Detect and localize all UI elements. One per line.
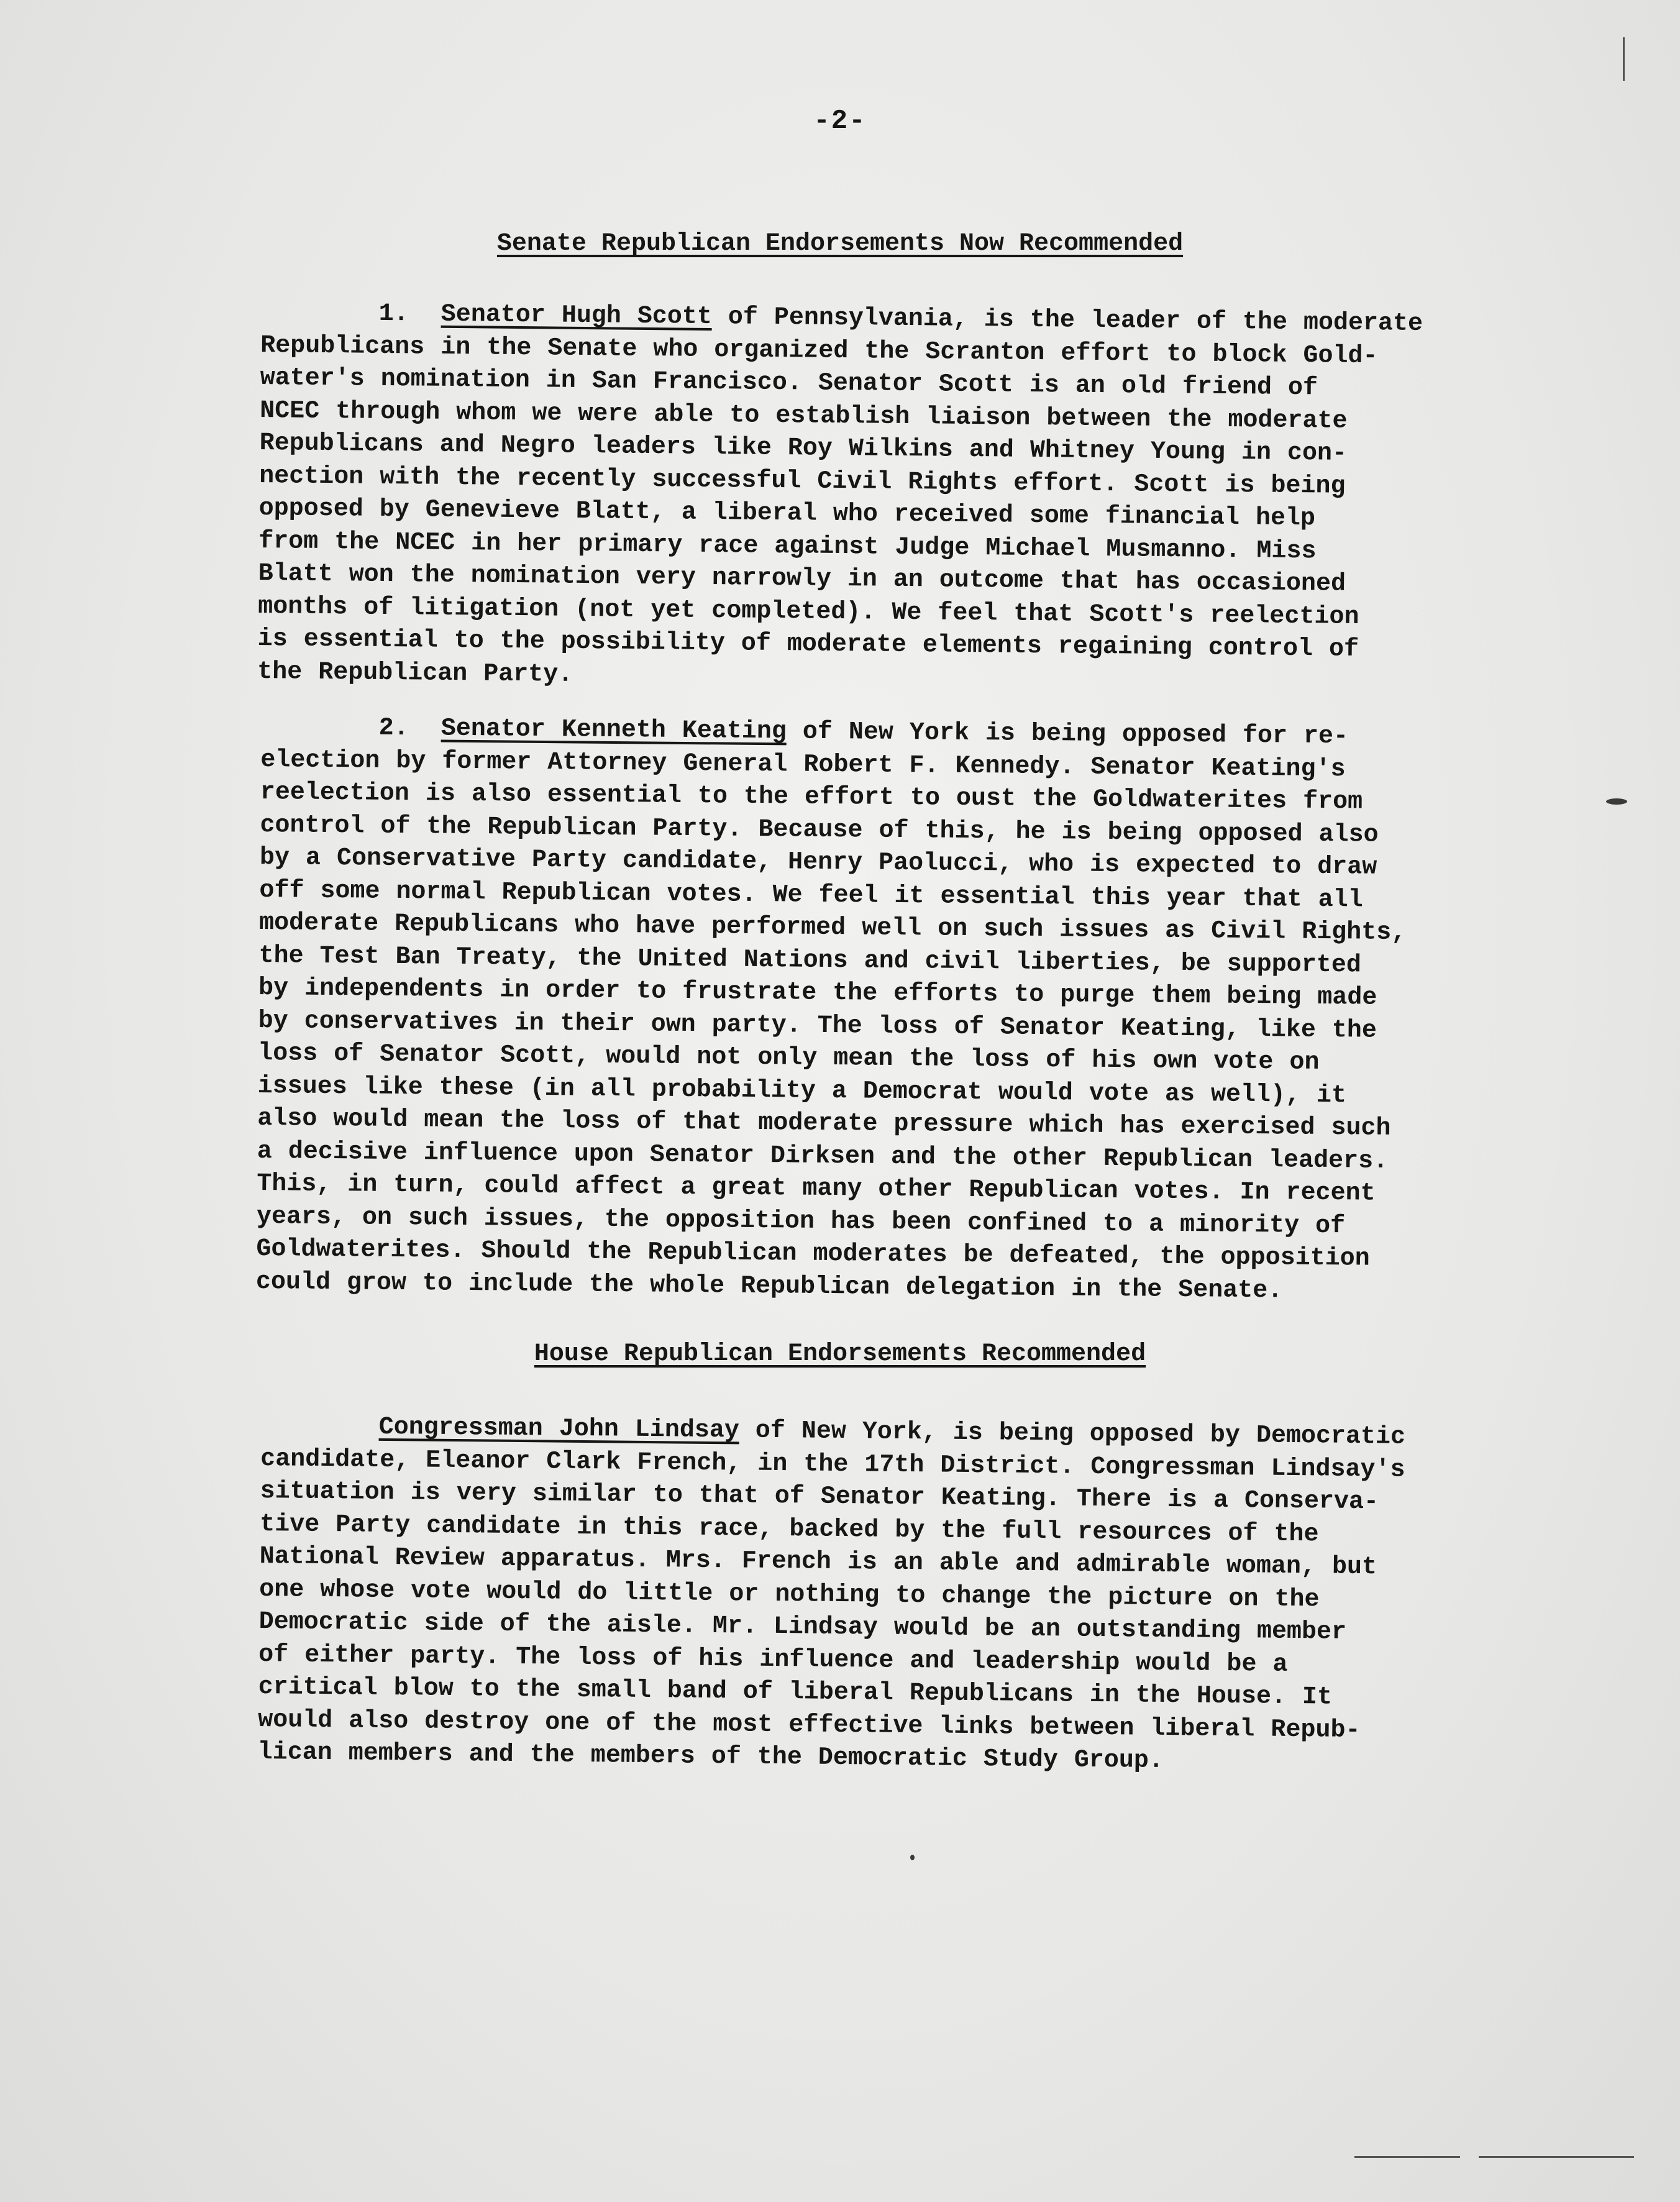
text-line: issues like these (in all probability a Democrat would vote as well), it bbox=[257, 1072, 1347, 1110]
scan-speck bbox=[1606, 798, 1627, 805]
scan-edge-mark bbox=[1623, 37, 1625, 81]
text-line: NCEC through whom we were able to establish liaison between the moderate bbox=[260, 396, 1348, 436]
text-line: This, in turn, could affect a great many other Republican votes. In recent bbox=[257, 1169, 1376, 1208]
text-line: lican members and the members of the Democratic Study Group. bbox=[257, 1738, 1164, 1775]
text-line: water's nomination in San Francisco. Senator Scott is an old friend of bbox=[260, 363, 1318, 403]
text-line: years, on such issues, the opposition has been confined to a minority of bbox=[256, 1202, 1346, 1240]
text-line: of New York, is being opposed by Democratic bbox=[739, 1417, 1406, 1451]
text-line: control of the Republican Party. Because of this, he is being opposed also bbox=[260, 811, 1379, 849]
text-line: Goldwaterites. Should the Republican moderates be defeated, the opposition bbox=[256, 1235, 1370, 1273]
text-line: a decisive influence upon Senator Dirksen and the other Republican leaders. bbox=[257, 1137, 1389, 1176]
text-line: by independents in order to frustrate the efforts to purge them being made bbox=[258, 974, 1377, 1012]
text-line: tive Party candidate in this race, backed by the full resources of the bbox=[260, 1510, 1319, 1548]
text-line: is essential to the possibility of moderate elements regaining control of bbox=[257, 624, 1359, 664]
text-line: the Republican Party. bbox=[257, 657, 573, 689]
text-line: of New York is being opposed for re- bbox=[786, 718, 1349, 751]
text-line: from the NCEC in her primary race against Judge Michael Musmanno. Miss bbox=[258, 527, 1317, 565]
text-line: Blatt won the nomination very narrowly in an outcome that has occasioned bbox=[258, 559, 1346, 598]
house-heading-text: House Republican Endorsements Recommended bbox=[534, 1340, 1146, 1368]
text-line: reelection is also essential to the effort to oust the Goldwaterites from bbox=[260, 778, 1363, 816]
paragraph-hugh-scott bbox=[257, 297, 1497, 700]
text-line: Republicans in the Senate who organized the Scranton effort to block Gold- bbox=[260, 331, 1378, 370]
text-line: months of litigation (not yet completed). We feel that Scott's reelection bbox=[258, 592, 1359, 631]
text-line: off some normal Republican votes. We feel it essential this year that all bbox=[259, 876, 1363, 914]
text-line: candidate, Eleanor Clark French, in the 17th District. Congressman Lindsay's bbox=[260, 1445, 1405, 1484]
scan-edge-mark bbox=[1479, 2156, 1634, 2158]
text-line: nection with the recently successful Civil Rights effort. Scott is being bbox=[259, 462, 1346, 501]
paragraph-number: 2. bbox=[378, 714, 409, 743]
text-line: election by former Attorney General Robert F. Kennedy. Senator Keating's bbox=[260, 746, 1346, 783]
text-line: would also destroy one of the most effective links between liberal Repub- bbox=[258, 1706, 1361, 1745]
text-line: by conservatives in their own party. The loss of Senator Keating, like the bbox=[258, 1007, 1377, 1045]
house-section-heading bbox=[0, 1339, 1680, 1370]
text-line: moderate Republicans who have performed well on such issues as Civil Rights, bbox=[258, 908, 1407, 948]
paragraph-kenneth-keating bbox=[256, 711, 1497, 1309]
candidate-name: Senator Hugh Scott bbox=[441, 300, 713, 331]
text-line: could grow to include the whole Republican delegation in the Senate. bbox=[255, 1268, 1283, 1305]
paragraph-john-lindsay bbox=[257, 1410, 1497, 1781]
text-line: critical blow to the small band of liberal Republicans in the House. It bbox=[258, 1673, 1333, 1712]
text-line: Republicans and Negro leaders like Roy Wilkins and Whitney Young in con- bbox=[259, 429, 1348, 468]
text-line: opposed by Genevieve Blatt, a liberal who received some financial help bbox=[258, 494, 1316, 533]
text-line: of either party. The loss of his influence and leadership would be a bbox=[258, 1640, 1288, 1679]
text-line: situation is very similar to that of Senator Keating. There is a Conserva- bbox=[260, 1477, 1379, 1517]
scan-speck bbox=[910, 1855, 915, 1860]
senate-section-heading bbox=[0, 229, 1680, 260]
text-line: one whose vote would do little or nothing to change the picture on the bbox=[259, 1575, 1320, 1614]
text-line: the Test Ban Treaty, the United Nations and civil liberties, be supported bbox=[258, 941, 1361, 979]
page-number: -2- bbox=[813, 106, 867, 137]
paragraph-number: 1. bbox=[378, 299, 409, 329]
candidate-name: Senator Kenneth Keating bbox=[441, 715, 787, 746]
text-line: by a Conservative Party candidate, Henry Paolucci, who is expected to draw bbox=[259, 843, 1377, 882]
text-line: loss of Senator Scott, would not only mean the loss of his own vote on bbox=[257, 1039, 1320, 1077]
text-line: of Pennsylvania, is the leader of the moderate bbox=[711, 303, 1423, 338]
text-line: also would mean the loss of that moderate pressure which has exercised such bbox=[257, 1104, 1391, 1143]
text-line: Democratic side of the aisle. Mr. Lindsay would be an outstanding member bbox=[258, 1607, 1347, 1647]
candidate-name: Congressman John Lindsay bbox=[378, 1413, 740, 1445]
text-line: National Review apparatus. Mrs. French is an able and admirable woman, but bbox=[259, 1542, 1377, 1582]
scan-edge-mark bbox=[1354, 2156, 1460, 2158]
senate-heading-text: Senate Republican Endorsements Now Recommended bbox=[496, 230, 1184, 258]
